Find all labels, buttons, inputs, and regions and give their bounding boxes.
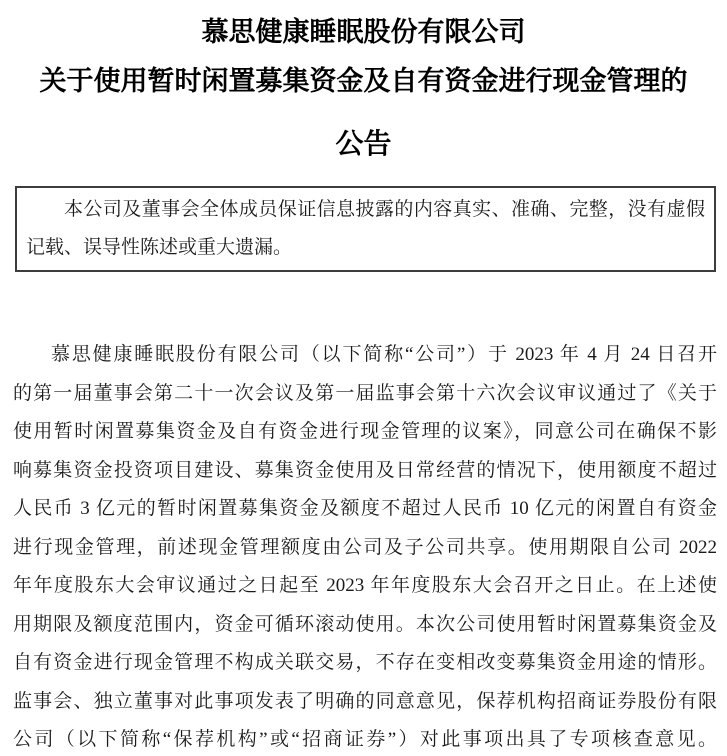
text-line: 慕思健康睡眠股份有限公司（以下简称“公司”）于 2023 年 4 月 24 日召开 xyxy=(51,344,717,365)
text-line: 本公司及董事会全体成员保证信息披露的内容真实、准确、完整，没有虚假 xyxy=(64,199,705,220)
announcement-type-title: 公告 xyxy=(335,128,392,159)
text-line: 进行现金管理，前述现金管理额度由公司及子公司共享。使用期限自公司 2022 xyxy=(13,536,717,558)
text-line: 记载、误导性陈述或重大遗漏。 xyxy=(26,237,293,258)
text-line: 年年度股东大会审议通过之日起至 2023 年年度股东大会召开之日止。在上述使 xyxy=(13,575,717,596)
body-paragraph xyxy=(13,336,717,756)
announcement-subject-title: 关于使用暂时闲置募集资金及自有资金进行现金管理的 xyxy=(39,66,688,96)
text-line: 监事会、独立董事对此事项发表了明确的同意意见，保荐机构招商证券股份有限 xyxy=(13,690,717,712)
text-line: 人民币 3 亿元的暂时闲置募集资金及额度不超过人民币 10 亿元的闲置自有资金 xyxy=(13,498,717,519)
text-line: 的第一届董事会第二十一次会议及第一届监事会第十六次会议审议通过了《关于 xyxy=(13,382,717,404)
text-line: 公司（以下简称“保荐机构”或“招商证券”）对此事项出具了专项核查意见。 xyxy=(13,729,717,750)
text-line: 响募集资金投资项目建设、募集资金使用及日常经营的情况下，使用额度不超过 xyxy=(13,459,717,481)
company-name-title: 慕思健康睡眠股份有限公司 xyxy=(201,17,526,47)
disclaimer-box xyxy=(15,186,716,272)
text-line: 用期限及额度范围内，资金可循环滚动使用。本次公司使用暂时闲置募集资金及 xyxy=(13,613,717,635)
text-line: 自有资金进行现金管理不构成关联交易，不存在变相改变募集资金用途的情形。 xyxy=(13,652,717,673)
text-line: 使用暂时闲置募集资金及自有资金进行现金管理的议案》，同意公司在确保不影 xyxy=(13,421,717,442)
